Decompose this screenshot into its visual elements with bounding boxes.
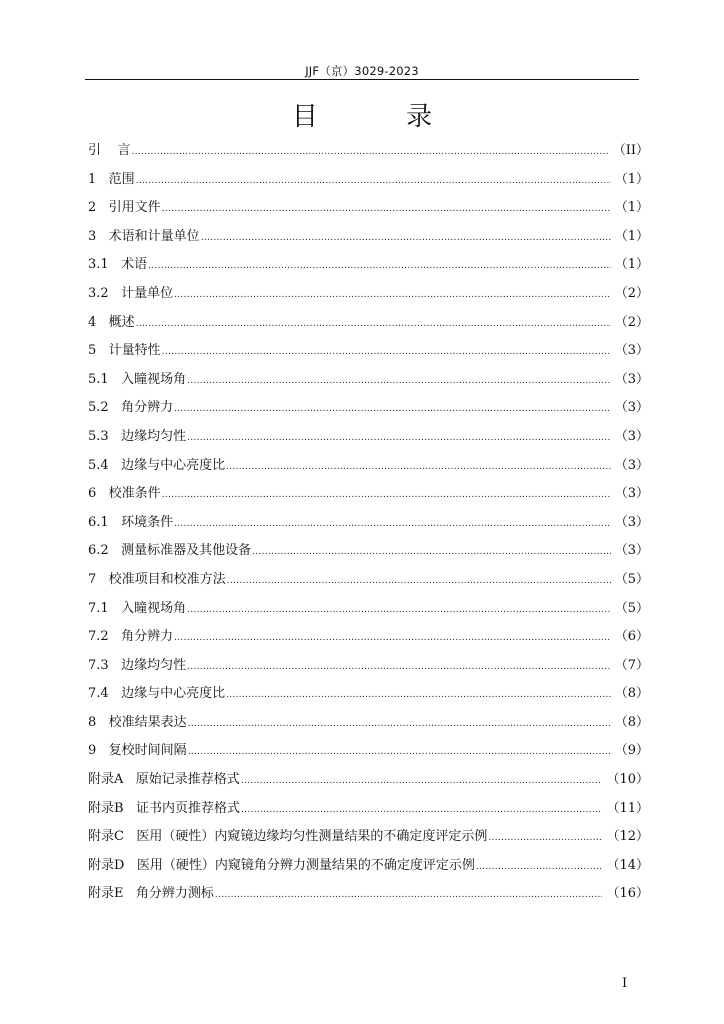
toc-entry[interactable] [88,423,649,452]
toc-entry-number: 5 [88,343,109,359]
toc-leader-dots [162,481,611,510]
toc-entry-number: 1 [88,171,109,187]
toc-entry-number: 3.1 [88,257,122,273]
toc-entry[interactable] [88,737,649,766]
toc-leader-dots [187,653,611,682]
toc-entry-page: （1） [614,200,649,216]
toc-leader-dots [174,395,611,424]
toc-entry-page: （2） [614,314,649,330]
toc-entry[interactable] [88,623,649,652]
toc-entry-page: （9） [614,743,649,759]
toc-entry[interactable] [88,480,649,509]
toc-entry[interactable] [88,537,649,566]
toc-leader-dots [252,538,611,567]
toc-entry-label: 入瞳视场角 [121,371,187,387]
toc-entry-page: （8） [614,714,649,730]
toc-entry-number: 附录D [88,857,137,873]
toc-leader-dots [241,767,603,796]
toc-entry[interactable] [88,280,649,309]
toc-entry-label: 概述 [108,314,135,330]
toc-leader-dots [174,510,611,539]
toc-entry[interactable] [88,795,649,824]
toc-entry-page: （3） [614,428,649,444]
toc-entry-number: 7.2 [88,629,122,645]
toc-leader-dots [162,195,611,224]
toc-entry-label: 术语 [121,257,148,273]
toc-entry[interactable] [88,251,649,280]
toc-entry-page: （10） [606,772,649,788]
toc-entry[interactable] [88,595,649,624]
toc-leader-dots [227,567,611,596]
toc-leader-dots [162,338,611,367]
toc-entry[interactable] [88,823,649,852]
toc-entry-number: 8 [88,714,109,730]
table-of-contents [88,137,649,909]
toc-leader-dots [215,881,603,910]
toc-leader-dots [148,252,611,281]
toc-entry-number: 7.1 [88,600,122,616]
toc-leader-dots [188,738,611,767]
toc-entry-number: 3.2 [88,285,122,301]
toc-entry-page: （7） [614,657,649,673]
document-code-header: JJF（京）3029-2023 [305,64,419,78]
toc-entry-label: 校准项目和校准方法 [108,571,226,587]
toc-entry-label: 原始记录推荐格式 [135,772,240,788]
toc-entry-number: 5.1 [88,371,122,387]
toc-leader-dots [201,224,611,253]
toc-entry-number: 引 [88,143,118,158]
toc-entry-number: 6.1 [88,514,122,530]
toc-entry-label: 医用（硬性）内窥镜角分辨力测量结果的不确定度评定示例 [136,857,475,873]
toc-leader-dots [226,453,611,482]
toc-entry-page: （1） [614,228,649,244]
toc-entry-page: （3） [614,457,649,473]
toc-entry-label: 范围 [108,171,135,187]
toc-entry[interactable] [88,566,649,595]
toc-entry-label: 测量标准器及其他设备 [121,543,252,559]
toc-entry-page: （II） [612,143,649,158]
toc-entry-page: （5） [614,571,649,587]
toc-entry-number: 7.4 [88,686,122,702]
toc-entry[interactable] [88,337,649,366]
toc-entry-label: 边缘均匀性 [121,657,187,673]
toc-leader-dots [174,281,611,310]
toc-entry-page: （12） [606,829,649,845]
toc-entry[interactable] [88,709,649,738]
toc-entry-page: （16） [606,886,649,902]
toc-entry[interactable] [88,366,649,395]
toc-entry-page: （8） [614,686,649,702]
toc-entry-number: 附录A [88,772,136,788]
toc-entry[interactable] [88,880,649,909]
toc-entry-label: 校准条件 [108,486,161,502]
toc-entry-page: （2） [614,285,649,301]
toc-leader-dots [187,367,611,396]
toc-entry[interactable] [88,166,649,195]
toc-entry-label: 证书内页推荐格式 [135,800,240,816]
toc-entry-page: （3） [614,343,649,359]
toc-entry-label: 校准结果表达 [108,714,187,730]
toc-entry-number: 附录B [88,800,136,816]
toc-entry-label: 边缘均匀性 [121,428,187,444]
toc-entry-number: 附录E [88,886,136,902]
toc-entry-number: 6.2 [88,543,122,559]
toc-entry-label: 术语和计量单位 [108,228,200,244]
toc-entry[interactable] [88,194,649,223]
toc-entry-label: 计量单位 [121,285,174,301]
toc-entry[interactable] [88,309,649,338]
toc-entry-label: 医用（硬性）内窥镜边缘均匀性测量结果的不确定度评定示例 [136,829,488,845]
toc-leader-dots [136,167,611,196]
toc-entry-number: 7 [88,571,109,587]
toc-entry[interactable] [88,852,649,881]
header-rule [85,79,639,80]
toc-entry-page: （3） [614,400,649,416]
toc-entry-page: （3） [614,514,649,530]
toc-entry-label: 言 [117,143,131,158]
toc-entry-number: 6 [88,486,109,502]
toc-entry-number: 5.4 [88,457,122,473]
toc-entry[interactable] [88,394,649,423]
toc-entry-label: 入瞳视场角 [121,600,187,616]
toc-entry[interactable] [88,509,649,538]
toc-entry[interactable] [88,452,649,481]
page-title: 目 录 [291,102,473,132]
toc-entry[interactable] [88,680,649,709]
toc-entry-page: （3） [614,543,649,559]
toc-entry-page: （1） [614,257,649,273]
page-folio: I [622,976,628,991]
toc-leader-dots [226,681,611,710]
toc-entry-number: 5.2 [88,400,122,416]
toc-entry-label: 环境条件 [121,514,174,530]
toc-entry-number: 7.3 [88,657,122,673]
toc-entry-label: 计量特性 [108,343,161,359]
toc-entry-number: 2 [88,200,109,216]
toc-leader-dots [187,596,611,625]
toc-entry-page: （1） [614,171,649,187]
toc-entry[interactable] [88,766,649,795]
toc-entry-number: 附录C [88,829,137,845]
toc-entry-page: （3） [614,486,649,502]
toc-entry-number: 5.3 [88,428,122,444]
toc-leader-dots [488,824,602,853]
toc-entry[interactable] [88,652,649,681]
toc-entry-page: （6） [614,629,649,645]
toc-entry-label: 边缘与中心亮度比 [121,457,226,473]
toc-leader-dots [188,710,611,739]
toc-entry-page: （14） [606,857,649,873]
toc-leader-dots [476,853,603,882]
toc-leader-dots [136,310,611,339]
toc-entry-label: 边缘与中心亮度比 [121,686,226,702]
toc-entry-label: 角分辨力 [121,629,174,645]
toc-leader-dots [174,624,611,653]
toc-leader-dots [132,138,609,167]
toc-entry-page: （11） [606,800,649,816]
toc-entry-label: 引用文件 [108,200,161,216]
toc-entry-number: 4 [88,314,109,330]
toc-entry-number: 3 [88,228,109,244]
toc-entry-number: 9 [88,743,109,759]
toc-leader-dots [187,424,611,453]
toc-entry-page: （5） [614,600,649,616]
toc-entry-label: 角分辨力测标 [135,886,214,902]
toc-entry[interactable] [88,223,649,252]
toc-entry-label: 复校时间间隔 [108,743,187,759]
toc-entry[interactable] [88,137,649,166]
toc-leader-dots [241,796,602,825]
toc-entry-label: 角分辨力 [121,400,174,416]
toc-entry-page: （3） [614,371,649,387]
